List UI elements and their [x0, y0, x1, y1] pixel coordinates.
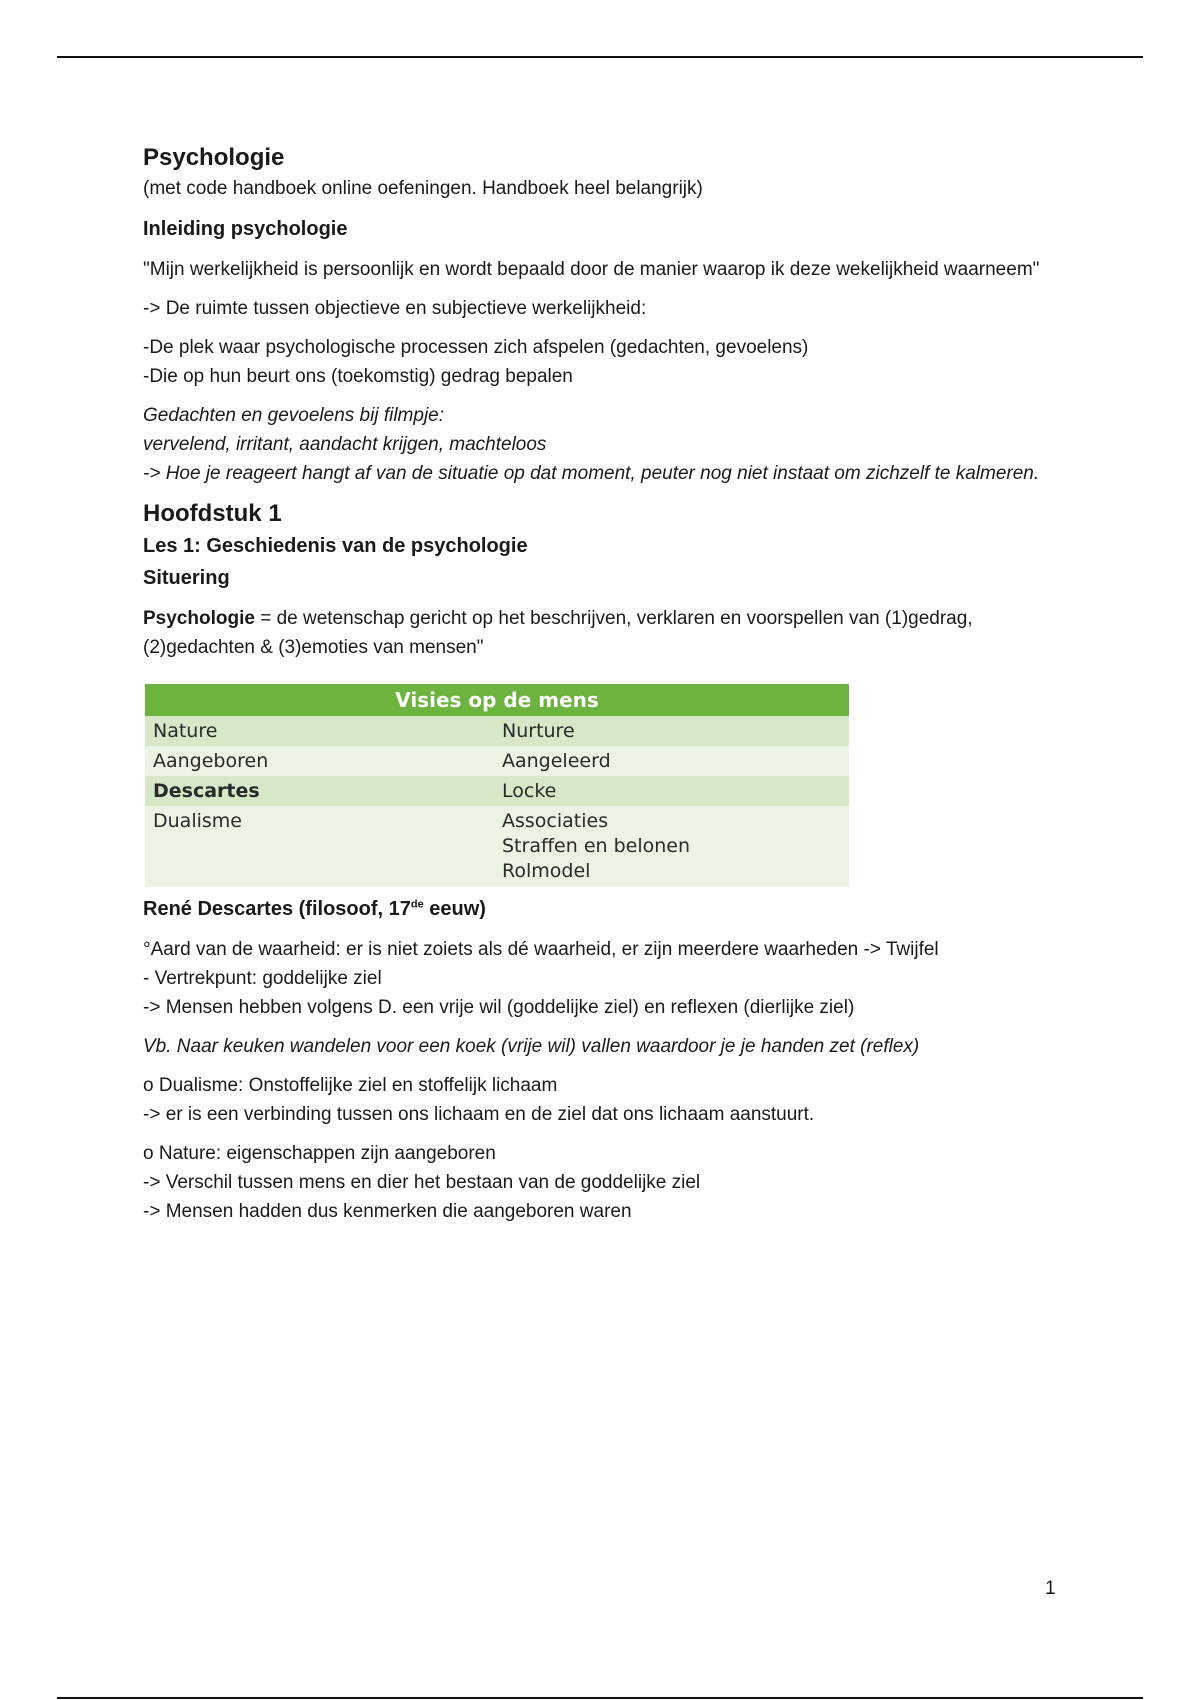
table-cell: Descartes [145, 776, 494, 806]
intro-point: -Die op hun beurt ons (toekomstig) gedrag bepalen [143, 366, 573, 387]
table-row [145, 806, 849, 887]
table-cell: Dualisme [145, 806, 494, 887]
table-cell: Nature [145, 716, 494, 746]
definition-text: = de wetenschap gericht op het beschrijven, verklaren en voorspellen van (1)gedrag, (2)gedachten & (3)emoties van mensen" [143, 608, 973, 658]
descartes-line: °Aard van de waarheid: er is niet zoiets als dé waarheid, er zijn meerdere waarheden -> Twijfel [143, 939, 939, 960]
page-number: 1 [1045, 1578, 1056, 1599]
definition-term: Psychologie [143, 608, 255, 629]
table-cell: Aangeleerd [494, 746, 849, 776]
table-cell: Locke [494, 776, 849, 806]
document-title: Psychologie [143, 144, 285, 171]
descartes-heading-sup: de [410, 898, 424, 911]
descartes-heading-end: eeuw) [423, 898, 486, 920]
table-header: Visies op de mens [145, 684, 849, 716]
table-cell: Aangeboren [145, 746, 494, 776]
table-row [145, 746, 849, 776]
chapter-heading: Hoofdstuk 1 [143, 500, 282, 527]
document-subtitle: (met code handboek online oefeningen. Handboek heel belangrijk) [143, 178, 703, 199]
table-header-row [145, 684, 849, 716]
intro-italic-line: Gedachten en gevoelens bij filmpje: [143, 405, 445, 426]
descartes-line: -> Mensen hebben volgens D. een vrije wil (goddelijke ziel) en reflexen (dierlijke ziel) [143, 997, 855, 1018]
descartes-line: -> Mensen hadden dus kenmerken die aangeboren waren [143, 1201, 632, 1222]
intro-quote: "Mijn werkelijkheid is persoonlijk en wordt bepaald door de manier waarop ik deze wekelijkheid waarneem" [143, 259, 1040, 280]
table-cell-line: Rolmodel [502, 860, 591, 882]
intro-point: -De plek waar psychologische processen zich afspelen (gedachten, gevoelens) [143, 337, 809, 358]
descartes-heading [143, 893, 1043, 925]
lesson-heading: Les 1: Geschiedenis van de psychologie [143, 535, 528, 557]
document-page [143, 142, 1043, 1226]
footer-rule [57, 1697, 1143, 1699]
intro-italic-line: vervelend, irritant, aandacht krijgen, machteloos [143, 434, 547, 455]
definition-paragraph [143, 604, 1043, 662]
table-cell-line: Associaties [502, 810, 609, 832]
descartes-line: -> er is een verbinding tussen ons lichaam en de ziel dat ons lichaam aanstuurt. [143, 1104, 815, 1125]
descartes-line: o Nature: eigenschappen zijn aangeboren [143, 1143, 496, 1164]
intro-heading: Inleiding psychologie [143, 218, 348, 240]
descartes-example: Vb. Naar keuken wandelen voor een koek (vrije wil) vallen waardoor je je handen zet (reflex) [143, 1036, 920, 1057]
table-row [145, 776, 849, 806]
table-cell: Nurture [494, 716, 849, 746]
descartes-line: - Vertrekpunt: goddelijke ziel [143, 968, 382, 989]
descartes-line: -> Verschil tussen mens en dier het bestaan van de goddelijke ziel [143, 1172, 701, 1193]
table-row [145, 716, 849, 746]
header-rule [57, 56, 1143, 58]
table-cell-multiline [494, 806, 849, 887]
section-heading: Situering [143, 567, 230, 589]
visions-table [145, 684, 849, 887]
descartes-heading-main: René Descartes (filosoof, 17 [143, 898, 411, 920]
table-cell-line: Straffen en belonen [502, 835, 691, 857]
intro-italic-line: -> Hoe je reageert hangt af van de situatie op dat moment, peuter nog niet instaat om zichzelf te kalmeren. [143, 463, 1040, 484]
intro-space-line: -> De ruimte tussen objectieve en subjectieve werkelijkheid: [143, 298, 647, 319]
descartes-line: o Dualisme: Onstoffelijke ziel en stoffelijk lichaam [143, 1075, 558, 1096]
